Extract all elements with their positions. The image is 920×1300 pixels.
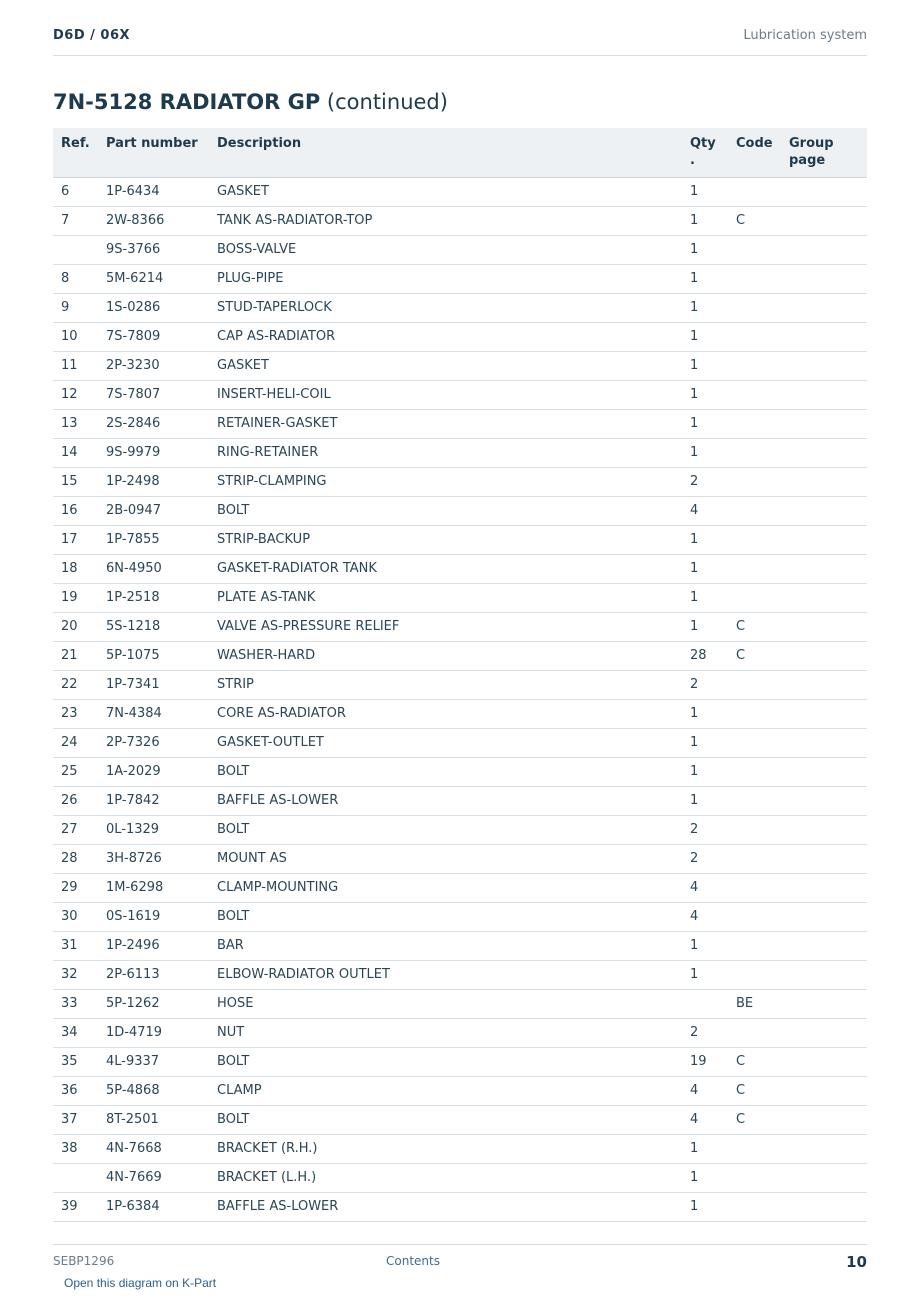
table-row — [53, 467, 867, 496]
page-title — [53, 90, 448, 114]
group-page-cell — [781, 235, 867, 264]
group-page-cell — [781, 554, 867, 583]
description-cell: GASKET — [209, 351, 682, 380]
part-number-cell: 0L-1329 — [98, 815, 209, 844]
part-number-cell: 9S-9979 — [98, 438, 209, 467]
code-cell: C — [728, 1105, 781, 1134]
code-cell — [728, 728, 781, 757]
code-cell — [728, 554, 781, 583]
ref-cell: 10 — [53, 322, 98, 351]
ref-cell: 6 — [53, 177, 98, 206]
ref-cell: 7 — [53, 206, 98, 235]
description-cell: HOSE — [209, 989, 682, 1018]
table-row — [53, 293, 867, 322]
part-number-cell: 5M-6214 — [98, 264, 209, 293]
code-cell — [728, 322, 781, 351]
part-number-cell: 2B-0947 — [98, 496, 209, 525]
code-cell — [728, 786, 781, 815]
qty-cell: 4 — [682, 1105, 728, 1134]
part-number-cell: 1S-0286 — [98, 293, 209, 322]
description-cell: STRIP-CLAMPING — [209, 467, 682, 496]
code-cell — [728, 1192, 781, 1221]
qty-cell: 19 — [682, 1047, 728, 1076]
part-number-cell: 1P-6384 — [98, 1192, 209, 1221]
group-page-cell — [781, 467, 867, 496]
column-header-code: Code — [728, 128, 781, 177]
group-page-cell — [781, 931, 867, 960]
column-header-qty: Qty . — [682, 128, 728, 177]
part-number-cell: 6N-4950 — [98, 554, 209, 583]
table-row — [53, 960, 867, 989]
group-page-cell — [781, 1105, 867, 1134]
ref-cell: 32 — [53, 960, 98, 989]
qty-cell: 4 — [682, 873, 728, 902]
description-cell: CLAMP — [209, 1076, 682, 1105]
code-cell — [728, 293, 781, 322]
ref-cell: 24 — [53, 728, 98, 757]
ref-cell: 19 — [53, 583, 98, 612]
table-row — [53, 815, 867, 844]
group-page-cell — [781, 206, 867, 235]
page-footer — [53, 1244, 867, 1276]
description-cell: ELBOW-RADIATOR OUTLET — [209, 960, 682, 989]
ref-cell: 38 — [53, 1134, 98, 1163]
code-cell — [728, 670, 781, 699]
qty-cell: 1 — [682, 177, 728, 206]
qty-cell: 1 — [682, 525, 728, 554]
part-number-cell: 5P-1262 — [98, 989, 209, 1018]
part-number-cell: 1P-7341 — [98, 670, 209, 699]
description-cell: WASHER-HARD — [209, 641, 682, 670]
code-cell — [728, 873, 781, 902]
table-row — [53, 1134, 867, 1163]
qty-cell: 1 — [682, 264, 728, 293]
page-header — [53, 28, 867, 56]
group-page-cell — [781, 1192, 867, 1221]
part-number-cell: 5S-1218 — [98, 612, 209, 641]
ref-cell — [53, 1163, 98, 1192]
code-cell — [728, 1134, 781, 1163]
description-cell: STUD-TAPERLOCK — [209, 293, 682, 322]
table-row — [53, 641, 867, 670]
description-cell: TANK AS-RADIATOR-TOP — [209, 206, 682, 235]
part-number-cell: 9S-3766 — [98, 235, 209, 264]
group-page-cell — [781, 960, 867, 989]
description-cell: BRACKET (L.H.) — [209, 1163, 682, 1192]
description-cell: MOUNT AS — [209, 844, 682, 873]
description-cell: BOLT — [209, 757, 682, 786]
ref-cell: 12 — [53, 380, 98, 409]
group-page-cell — [781, 1134, 867, 1163]
code-cell — [728, 699, 781, 728]
group-page-cell — [781, 612, 867, 641]
description-cell: BOLT — [209, 1047, 682, 1076]
contents-link[interactable]: Contents — [386, 1254, 440, 1268]
group-page-cell — [781, 786, 867, 815]
code-cell: C — [728, 206, 781, 235]
qty-cell: 1 — [682, 380, 728, 409]
code-cell — [728, 1018, 781, 1047]
ref-cell: 18 — [53, 554, 98, 583]
description-cell: BOLT — [209, 1105, 682, 1134]
ref-cell: 35 — [53, 1047, 98, 1076]
group-page-cell — [781, 1076, 867, 1105]
description-cell: BAFFLE AS-LOWER — [209, 786, 682, 815]
group-page-cell — [781, 670, 867, 699]
group-page-cell — [781, 641, 867, 670]
qty-cell: 2 — [682, 1018, 728, 1047]
code-cell — [728, 380, 781, 409]
description-cell: BOLT — [209, 496, 682, 525]
code-cell — [728, 235, 781, 264]
code-cell: BE — [728, 989, 781, 1018]
group-page-cell — [781, 728, 867, 757]
description-cell: BOSS-VALVE — [209, 235, 682, 264]
qty-cell: 1 — [682, 293, 728, 322]
column-header-group-page: Group page — [781, 128, 867, 177]
group-page-cell — [781, 496, 867, 525]
part-number-cell: 4L-9337 — [98, 1047, 209, 1076]
group-page-cell — [781, 177, 867, 206]
table-row — [53, 177, 867, 206]
code-cell: C — [728, 641, 781, 670]
ref-cell: 33 — [53, 989, 98, 1018]
ref-cell: 14 — [53, 438, 98, 467]
ref-cell: 39 — [53, 1192, 98, 1221]
code-cell — [728, 525, 781, 554]
table-row — [53, 1163, 867, 1192]
group-page-cell — [781, 902, 867, 931]
column-header-ref: Ref. — [53, 128, 98, 177]
ref-cell: 29 — [53, 873, 98, 902]
part-number-cell: 1A-2029 — [98, 757, 209, 786]
description-cell: NUT — [209, 1018, 682, 1047]
group-page-cell — [781, 873, 867, 902]
group-page-cell — [781, 757, 867, 786]
group-page-cell — [781, 1163, 867, 1192]
table-row — [53, 206, 867, 235]
table-row — [53, 1018, 867, 1047]
part-number-cell: 1P-2496 — [98, 931, 209, 960]
table-row — [53, 351, 867, 380]
part-number-cell: 4N-7668 — [98, 1134, 209, 1163]
qty-cell — [682, 989, 728, 1018]
ref-cell: 21 — [53, 641, 98, 670]
code-cell — [728, 264, 781, 293]
code-cell: C — [728, 1076, 781, 1105]
qty-cell: 1 — [682, 409, 728, 438]
table-row — [53, 670, 867, 699]
description-cell: GASKET — [209, 177, 682, 206]
part-number-cell: 2W-8366 — [98, 206, 209, 235]
ref-cell: 30 — [53, 902, 98, 931]
qty-cell: 1 — [682, 728, 728, 757]
part-number-cell: 7N-4384 — [98, 699, 209, 728]
table-header — [53, 128, 867, 177]
part-number-cell: 1P-6434 — [98, 177, 209, 206]
part-number-cell: 8T-2501 — [98, 1105, 209, 1134]
part-number-cell: 3H-8726 — [98, 844, 209, 873]
group-page-cell — [781, 583, 867, 612]
qty-cell: 1 — [682, 583, 728, 612]
code-cell — [728, 960, 781, 989]
group-page-cell — [781, 409, 867, 438]
column-header-description: Description — [209, 128, 682, 177]
ref-cell: 16 — [53, 496, 98, 525]
table-row — [53, 380, 867, 409]
ref-cell: 15 — [53, 467, 98, 496]
code-cell — [728, 931, 781, 960]
qty-cell: 1 — [682, 554, 728, 583]
part-number-cell: 2P-3230 — [98, 351, 209, 380]
table-row — [53, 612, 867, 641]
title-suffix: (continued) — [320, 90, 448, 114]
ref-cell: 13 — [53, 409, 98, 438]
qty-cell: 4 — [682, 902, 728, 931]
table-row — [53, 902, 867, 931]
table-row — [53, 873, 867, 902]
qty-cell: 1 — [682, 1192, 728, 1221]
table-row — [53, 496, 867, 525]
ref-cell: 17 — [53, 525, 98, 554]
group-page-cell — [781, 380, 867, 409]
part-number-cell: 5P-4868 — [98, 1076, 209, 1105]
ref-cell — [53, 235, 98, 264]
group-page-cell — [781, 1047, 867, 1076]
qty-cell: 1 — [682, 786, 728, 815]
qty-cell: 2 — [682, 844, 728, 873]
code-cell — [728, 902, 781, 931]
code-cell — [728, 351, 781, 380]
qty-cell: 28 — [682, 641, 728, 670]
code-cell: C — [728, 612, 781, 641]
ref-cell: 37 — [53, 1105, 98, 1134]
ref-cell: 11 — [53, 351, 98, 380]
part-number-cell: 7S-7809 — [98, 322, 209, 351]
qty-cell: 1 — [682, 757, 728, 786]
qty-cell: 4 — [682, 1076, 728, 1105]
qty-cell: 1 — [682, 322, 728, 351]
table-row — [53, 1105, 867, 1134]
qty-cell: 2 — [682, 815, 728, 844]
description-cell: VALVE AS-PRESSURE RELIEF — [209, 612, 682, 641]
group-page-cell — [781, 293, 867, 322]
ref-cell: 25 — [53, 757, 98, 786]
part-number-cell: 1P-7842 — [98, 786, 209, 815]
group-page-cell — [781, 351, 867, 380]
ref-cell: 26 — [53, 786, 98, 815]
ref-cell: 34 — [53, 1018, 98, 1047]
group-page-cell — [781, 815, 867, 844]
description-cell: BAFFLE AS-LOWER — [209, 1192, 682, 1221]
page-number: 10 — [846, 1253, 867, 1271]
ref-cell: 31 — [53, 931, 98, 960]
table-row — [53, 583, 867, 612]
part-number-cell: 1M-6298 — [98, 873, 209, 902]
group-page-cell — [781, 844, 867, 873]
part-number-cell: 5P-1075 — [98, 641, 209, 670]
description-cell: CORE AS-RADIATOR — [209, 699, 682, 728]
group-page-cell — [781, 699, 867, 728]
description-cell: STRIP — [209, 670, 682, 699]
document-id: D6D / 06X — [53, 28, 131, 43]
description-cell: RETAINER-GASKET — [209, 409, 682, 438]
column-header-part-number: Part number — [98, 128, 209, 177]
table-row — [53, 1047, 867, 1076]
table-row — [53, 1192, 867, 1221]
qty-cell: 2 — [682, 467, 728, 496]
table-row — [53, 844, 867, 873]
qty-cell: 1 — [682, 960, 728, 989]
code-cell — [728, 1163, 781, 1192]
section-name: Lubrication system — [743, 28, 867, 43]
code-cell — [728, 467, 781, 496]
table-row — [53, 989, 867, 1018]
part-number-cell: 2P-6113 — [98, 960, 209, 989]
qty-cell: 4 — [682, 496, 728, 525]
ref-cell: 20 — [53, 612, 98, 641]
kpart-diagram-link[interactable]: Open this diagram on K-Part — [64, 1276, 217, 1290]
part-number-cell: 2P-7326 — [98, 728, 209, 757]
part-number-cell: 7S-7807 — [98, 380, 209, 409]
ref-cell: 27 — [53, 815, 98, 844]
description-cell: RING-RETAINER — [209, 438, 682, 467]
description-cell: BRACKET (R.H.) — [209, 1134, 682, 1163]
table-row — [53, 931, 867, 960]
table-row — [53, 235, 867, 264]
qty-cell: 2 — [682, 670, 728, 699]
qty-cell: 1 — [682, 931, 728, 960]
table-row — [53, 757, 867, 786]
description-cell: BOLT — [209, 902, 682, 931]
description-cell: PLUG-PIPE — [209, 264, 682, 293]
code-cell — [728, 496, 781, 525]
table-row — [53, 322, 867, 351]
part-number-cell: 1P-7855 — [98, 525, 209, 554]
qty-cell: 1 — [682, 1163, 728, 1192]
code-cell — [728, 815, 781, 844]
qty-cell: 1 — [682, 235, 728, 264]
ref-cell: 9 — [53, 293, 98, 322]
ref-cell: 23 — [53, 699, 98, 728]
description-cell: CAP AS-RADIATOR — [209, 322, 682, 351]
code-cell — [728, 844, 781, 873]
description-cell: GASKET-RADIATOR TANK — [209, 554, 682, 583]
group-page-cell — [781, 322, 867, 351]
part-number-cell: 1D-4719 — [98, 1018, 209, 1047]
part-number-cell: 2S-2846 — [98, 409, 209, 438]
group-page-cell — [781, 438, 867, 467]
table-row — [53, 409, 867, 438]
description-cell: STRIP-BACKUP — [209, 525, 682, 554]
table-header-row — [53, 128, 867, 177]
ref-cell: 22 — [53, 670, 98, 699]
code-cell — [728, 438, 781, 467]
table-row — [53, 728, 867, 757]
parts-table — [53, 128, 867, 1222]
ref-cell: 36 — [53, 1076, 98, 1105]
part-number-cell: 4N-7669 — [98, 1163, 209, 1192]
part-number-cell: 0S-1619 — [98, 902, 209, 931]
code-cell: C — [728, 1047, 781, 1076]
part-number-cell: 1P-2498 — [98, 467, 209, 496]
qty-cell: 1 — [682, 351, 728, 380]
part-number-cell: 1P-2518 — [98, 583, 209, 612]
description-cell: GASKET-OUTLET — [209, 728, 682, 757]
table-row — [53, 438, 867, 467]
qty-cell: 1 — [682, 699, 728, 728]
description-cell: PLATE AS-TANK — [209, 583, 682, 612]
group-page-cell — [781, 1018, 867, 1047]
qty-cell: 1 — [682, 206, 728, 235]
ref-cell: 8 — [53, 264, 98, 293]
group-page-cell — [781, 264, 867, 293]
table-row — [53, 699, 867, 728]
code-cell — [728, 409, 781, 438]
code-cell — [728, 177, 781, 206]
qty-cell: 1 — [682, 438, 728, 467]
description-cell: BOLT — [209, 815, 682, 844]
description-cell: INSERT-HELI-COIL — [209, 380, 682, 409]
table-body — [53, 177, 867, 1221]
description-cell: CLAMP-MOUNTING — [209, 873, 682, 902]
qty-cell: 1 — [682, 612, 728, 641]
group-page-cell — [781, 525, 867, 554]
table-row — [53, 1076, 867, 1105]
table-row — [53, 786, 867, 815]
table-row — [53, 264, 867, 293]
footer-doc-code: SEBP1296 — [53, 1254, 115, 1268]
table-row — [53, 554, 867, 583]
code-cell — [728, 583, 781, 612]
group-page-cell — [781, 989, 867, 1018]
ref-cell: 28 — [53, 844, 98, 873]
table-row — [53, 525, 867, 554]
qty-cell: 1 — [682, 1134, 728, 1163]
description-cell: BAR — [209, 931, 682, 960]
code-cell — [728, 757, 781, 786]
title-main: 7N-5128 RADIATOR GP — [53, 90, 321, 114]
